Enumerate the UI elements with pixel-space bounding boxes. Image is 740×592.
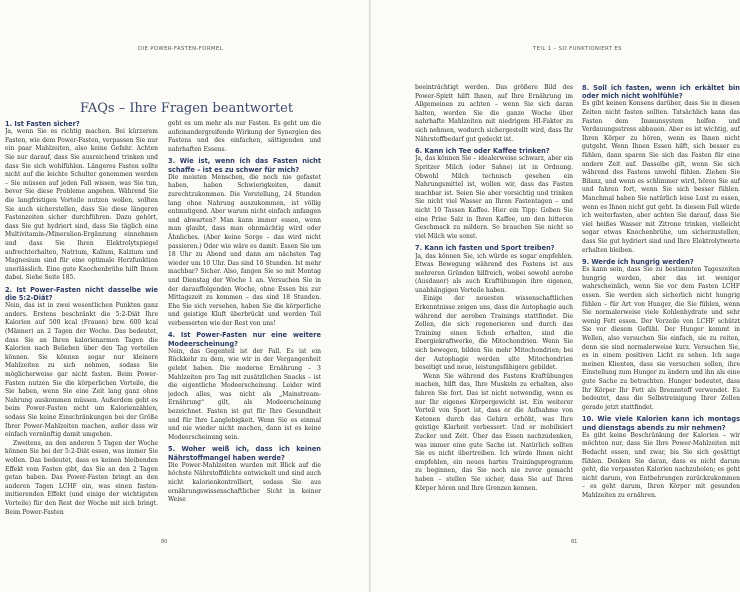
right-column-2 bbox=[582, 84, 740, 530]
faq-question-heading: 7. Kann ich fasten und Sport treiben? bbox=[415, 244, 555, 253]
faq-question-heading: 10. Wie viele Kalorien kann ich montags und dienstags abends zu mir nehmen? bbox=[582, 415, 740, 432]
page-number-left: 80 bbox=[161, 539, 168, 545]
running-head-left: DIE POWER-FASTEN-FORMEL bbox=[138, 46, 223, 52]
faq-question-heading: 1. Ist Fasten sicher? bbox=[5, 120, 80, 128]
body-paragraph: Zweitens, an den anderen 5 Tagen der Woche können Sie bei der 5:2-Diät essen, was immer Sie wollen. Das bedeutet, dass es keinen bleibenden Effekt vom Fasten gibt, das Sie an den 2 Tagen getan haben. Das Power-Fasten bringt an den anderen Tagen LCHF ein, was einen fasten-imitierenden Effekt (und einige der wichtigsten Vorteile) für den Rest der Woche mit sich bringt. Beim Power-Fasten bbox=[5, 439, 158, 516]
left-column-2 bbox=[168, 120, 321, 530]
body-paragraph: Nein, das Gegenteil ist der Fall. Es ist ein Rückkehr zu dem, wie wir in der Vergangenheit gelebt haben. Die moderne Ernährung – 3 Mahlzeiten pro Tag mit zusätzlichen Snacks – ist die eigentliche Modeerscheinung. Leider wird jedoch alles, was nicht als „Mainstream-Ernährung“ gilt, als Modeerscheinung bezeichnet. Fasten ist gut für Ihre Gesundheit und für Ihre Langlebigkeit. Wenn Sie es einmal und nie wieder nicht machen, dann ist es keine Modeerscheinung sein. bbox=[168, 347, 321, 441]
faq-question-heading: 5. Woher weiß ich, dass ich keinen Nährstoffmangel haben werde? bbox=[168, 445, 321, 462]
body-paragraph: Es gibt keine Beschränkung der Kalorien – wir möchten nur, dass Sie Ihre Power-Mahlzeiten mit Bedacht essen, und zwar, bis Sie sich gesättigt fühlen. Denken Sie daran, dass es nicht darum geht, die verpassten Kalorien nachzuholen; es geht nicht darum, von Entbehrungen zurückzukommen – es geht darum, Ihren Körper mit gesunden Mahlzeiten zu ernähren. bbox=[582, 431, 740, 499]
body-paragraph: Die Power-Mahlzeiten wurden mit Blick auf die höchste Nährstoffdichte entwickelt und sind auch nicht kalorienkontrolliert, sodass Sie aus ernährungswissenschaftlicher Sicht in keiner Weise bbox=[168, 461, 321, 504]
faq-question-heading: 8. Soll ich fasten, wenn ich erkältet bin oder mich nicht wohlfühle? bbox=[582, 84, 740, 101]
left-page bbox=[0, 0, 369, 592]
running-head-right: TEIL 1 – SO FUNKTIONIERT ES bbox=[533, 46, 622, 52]
left-column-1 bbox=[5, 120, 158, 530]
body-paragraph: Die meisten Menschen, die noch nie gefastet haben, haben Schwierigkeiten, damit zurechtzukommen. Die Vorstellung, 24 Stunden lang ohne Nahrung auszukommen, ist völlig entmutigend. Aber warum nicht einfach anfangen und abwarten? Man kann immer essen, wenn man glaubt, dass man ohnmächtig wird oder Ähnliches. (Aber keine Sorge – das wird nicht passieren.) Oder wie wäre es damit: Essen Sie um 18 Uhr zu Abend und dann am nächsten Tag wieder um 10 Uhr. Das sind 16 Stunden. Ist mehr machbar? Sicher. Also, fangen Sie so mit Montag und Dienstag der Woche 1 an. Versuchen Sie in der darauffolgenden Woche, ohne Essen bis zur Mittagszeit zu kommen – das sind 18 Stunden. Ehe Sie sich versehen, haben Sie die körperliche und geistige Kluft überbrückt und werden Teil verbesserten wie der Rest von uns! bbox=[168, 173, 321, 327]
body-paragraph: Einige der neuesten wissenschaftlichen Erkenntnisse zeigen uns, dass die Autophagie auch während der aeroben Trainings stattfindet. Die Zellen, die sich regenerieren und durch das Training einen Schub erhalten, sind die Energiekraftwerke, die Mitochondrien. Wenn Sie sich bewegen, bilden Sie mehr Mitochondrien; bei der Autophagie werden alte Mitochondrien beseitigt und neue, leistungsfähigere gebildet. bbox=[415, 295, 573, 372]
faq-question-heading: 2. Ist Power-Fasten nicht dasselbe wie die 5:2-Diät? bbox=[5, 285, 158, 303]
faq-question-heading: 9. Werde ich hungrig werden? bbox=[582, 258, 694, 267]
right-page bbox=[371, 0, 740, 592]
faq-question-heading: 6. Kann ich Tee oder Kaffee trinken? bbox=[415, 147, 550, 156]
body-paragraph: Ja, das können Sie, ich würde es sogar empfehlen. Etwas Bewegung während des Fastens ist aus mehreren Gründen hilfreich, wobei sowohl aerobe (Ausdauer) als auch Kraftübungen ihre eigenen, unabhängigen Vorteile haben. bbox=[415, 252, 573, 294]
body-paragraph: geht es um mehr als nur Fasten. Es geht um die aufeinandergreifende Wirkung der Synergien des Fastens und des einfachen, sättigenden und nahrhaften Essens. bbox=[168, 120, 321, 153]
page-number-right: 81 bbox=[571, 539, 578, 545]
page-title: FAQs – Ihre Fragen beantwortet bbox=[80, 100, 294, 116]
body-paragraph: Es kann sein, dass Sie zu bestimmten Tageszeiten hungrig werden, aber das ist weniger wahrscheinlich, wenn Sie vor dem Fasten LCHF essen. Sie werden sich sicherlich nicht hungrig fühlen – für Art von Hunger, die Sie fühlen, wenn Sie normalerweise viele Kohlenhydrate und sehr wenig Fett essen. Der Vorzeile von LCHF schützt Sie vor diesem Gefühl. Der Hunger kommt in Wellen, also versuchen Sie einfach, sie zu reiten, denn sie sind normalerweise kurz. Versuchen Sie, es in einem positiven Licht zu sehen. Ich sage meinen Klienten, dass sie versuchen sollen, ihre Einstellung zum Hunger zu ändern und ihn als eine gute Sache zu betrachten. Hunger bedeutet, dass Ihr Körper Ihr Fett als Brennstoff verwendet. Es bedeutet, dass die Selbstreinigung Ihrer Zellen gerade jetzt stattfindet. bbox=[582, 266, 740, 411]
right-column-1 bbox=[415, 84, 573, 530]
body-paragraph: Nein, das ist in zwei wesentlichen Punkten ganz anders. Erstens beschränkt die 5:2-Diät Ihre Kalorien auf 500 kcal (Frauen) bzw. 600 kcal (Männer) an 2 Tagen der Woche. Das bedeutet, dass Sie an Ihren kalorienarmen Tagen die Kalorien nach Belieben über den Tag verteilen können. Sie können sogar nur kleinere Mahlzeiten zu sich nehmen, sodass Sie möglicherweise gar nicht fasten. Beim Power-Fasten nutzen Sie die körperlichen Vorteile, die Sie haben, wenn Sie eine Zeit lang ganz ohne Nahrung auskommen müssen. Außerdem geht es beim Power-Fasten nicht um Kalorienzählen, sodass Sie keine Einschränkungen bei der Größe Ihrer Power-Mahlzeiten machen, außer dass wir einfach vernünftig damit umgehen. bbox=[5, 302, 158, 439]
body-paragraph: beeinträchtigt werden. Das größere Bild des Power-Spirit hilft Ihnen, auf Ihre Ernährung im Allgemeinen zu achten – wenn Sie sich daran halten, werden Sie die ganze Woche über nahrhafte Mahlzeiten mit niedrigem HI-Faktor zu sich nehmen, wodurch sichergestellt wird, dass Ihr Nährstoffbedarf gut gedeckt ist. bbox=[415, 84, 573, 143]
body-paragraph: Wenn Sie während des Fastens Kraftübungen machen, hilft das, Ihre Muskeln zu erhalten, also fahren Sie fort. Das ist nicht notwendig, wenn es nur Ihr eigenes Körpergewicht ist. Ein weiterer Vorteil von Sport ist, dass er die Aufnahme von Ketonen durch das Gehirn erhöht, was Ihre geistige Klarheit verbessert. Und er mobilisiert Zucker und Zeit. Über das Essen nachzudenken, was immer eine gute Sache ist. Natürlich sollten Sie es nicht übertreiben. Ich würde Ihnen nicht empfehlen, ein neues hartes Trainingsprogramm zu beginnen, das Sie noch nie zuvor gemacht haben – stellen Sie sicher, dass Sie auf Ihren Körper hören und Ihre Grenzen kennen. bbox=[415, 372, 573, 492]
body-paragraph: Ja, das können Sie – idealerweise schwarz, aber ein Spritzer Milch (oder Sahne) ist in Ordnung. Obwohl Milch technisch gesehen ein Nahrungsmittel ist, wollen wir, dass das Fasten machbar ist. Seien Sie aber vorsichtig und trinken Sie nicht viel Wasser an Ihren Fastentagen – und nicht 10 Tassen Kaffee. Hier ein Tipp: Geben Sie eine Prise Salz in Ihren Kaffee, um den bitteren Geschmack zu mildern. So brauchen Sie nicht so viel Milch wie sonst. bbox=[415, 155, 573, 240]
faq-question-heading: 4. Ist Power-Fasten nur eine weitere Modeerscheinung? bbox=[168, 331, 321, 348]
body-paragraph: Ja, wenn Sie es richtig machen. Bei kürzerem Fasten, wie dem Power-Fasten, verpassen Sie nur ein paar Mahlzeiten, also keine Gefahr. Achten Sie nur darauf, dass Sie ausreichend trinken und dass Sie sich wohlfühlen. Längeres Fasten sollte nicht auf die leichte Schulter genommen werden – Sie müssen auf jeden Fall wissen, was Sie tun, bevor Sie diese Probleme angehen. Während Sie die langfristigen Vorteile nutzen wollen, sollten Sie auch sicherstellen, dass Sie diese längeren Fastenzeiten sicher durchführen. Dazu gehört, dass Sie gut hydriert sind, dass Sie täglich eine Multivitamin-/Mineralien-Ergänzung einnehmen und dass Sie Ihren Elektrolytspiegel aufrechterhalten, Natrium, Kalium, Kalzium und Magnesium sind für eine optimale Herzfunktion unerlässlich. Eine gute Knochenbrühe hilft Ihnen dabei. Siehe Seite 185. bbox=[5, 128, 158, 282]
faq-question-heading: 3. Wie ist, wenn ich das Fasten nicht schaffe – ist es zu schwer für mich? bbox=[168, 157, 321, 174]
body-paragraph: Es gibt keinen Konsens darüber, dass Sie in diesen Zeiten nicht fasten sollten. Tatsächlich kann das Fasten dem Immunsystem helfen und Verdauungsstress abbauen. Aber es ist wichtig, auf Ihren Körper zu hören, wenn es Ihnen nicht gutgeht. Wenn Ihnen Essen hilft, sich besser zu fühlen, dann sparen Sie sich das Fasten für eine andere Zeit auf. Dasselbe gilt, wenn Sie sich während des Fastens unwohl fühlen. Ziehen Sie Bilanz, und wenn es schlimmer wird, hören Sie auf und fahren fort, wenn Sie sich besser fühlen. Manchmal haben Sie natürlich leise Lust zu essen, wenn es Ihnen nicht gut geht. In diesem Fall würde ich weiterfasten, aber achten Sie darauf, dass Sie viel heißes Wasser mit Zitrone trinken, vielleicht sogar etwas Knochenbrühe, um sicherzustellen, dass Sie gut hydriert sind und Ihre Elektrolytwerte erhalten bleiben. bbox=[582, 100, 740, 254]
